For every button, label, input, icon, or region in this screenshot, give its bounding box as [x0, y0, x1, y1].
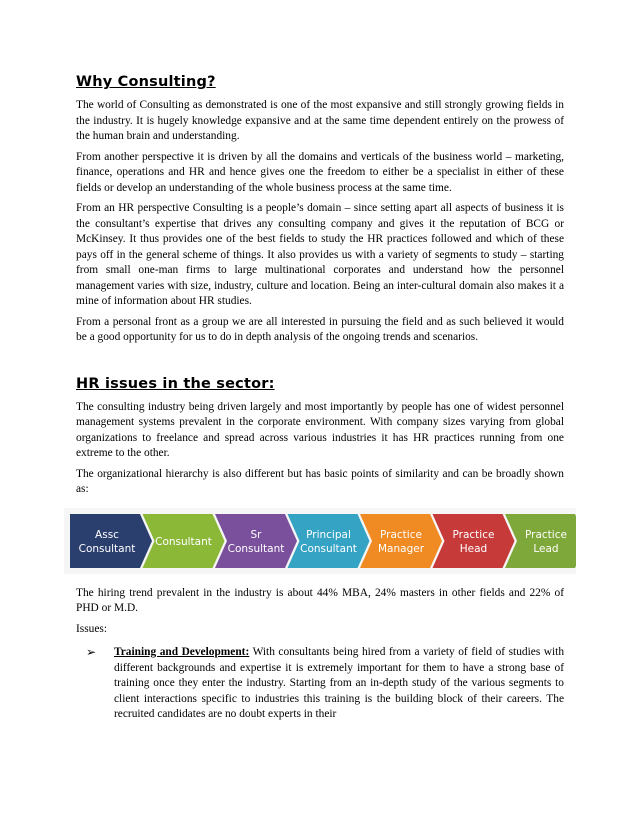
- chevron-label: Assc: [95, 528, 119, 541]
- chevron-label: Consultant: [155, 535, 212, 548]
- chevron-shape: [70, 514, 152, 568]
- paragraph: From a personal front as a group we are all interested in pursuing the field and as such believed it would be a good opportunity for us to do in depth analysis of the ongoing trends and scenarios.: [76, 315, 564, 343]
- paragraph: The hiring trend prevalent in the industry is about 44% MBA, 24% masters in other fields and 22% of PHD or M.D.: [76, 586, 564, 614]
- chevron-shape: [505, 514, 576, 568]
- hierarchy-step: [433, 514, 515, 568]
- hierarchy-step: [360, 514, 442, 568]
- issues-label: Issues:: [76, 622, 108, 635]
- hierarchy-step: [143, 514, 225, 568]
- section-heading-hr-issues: HR issues in the sector:: [76, 375, 275, 392]
- paragraph: The organizational hierarchy is also different but has basic points of similarity and can be broadly shown as:: [76, 467, 564, 495]
- chevron-label: Consultant: [300, 542, 357, 555]
- hierarchy-step: [505, 514, 576, 568]
- issues-list: [76, 645, 564, 723]
- hierarchy-diagram: [64, 508, 576, 574]
- hierarchy-chevrons: [64, 508, 576, 574]
- section-heading-why-consulting: Why Consulting?: [76, 74, 216, 90]
- chevron-shape: [288, 514, 370, 568]
- chevron-label: Consultant: [78, 542, 136, 555]
- chevron-label: Practice: [525, 528, 567, 541]
- chevron-shape: [360, 514, 442, 568]
- chevron-label: Principal: [306, 528, 351, 541]
- chevron-label: Practice: [380, 528, 422, 541]
- hierarchy-step: [288, 514, 370, 568]
- paragraph: The world of Consulting as demonstrated is one of the most expansive and still strongly growing fields in the industry. It is hugely knowledge expansive and at the same time dependent entirely on the prowess of the human brain and understanding.: [76, 99, 564, 142]
- paragraph: The consulting industry being driven largely and most importantly by people has one of widest personnel management systems prevalent in the corporate environment. With company sizes varying from global organizations to freelance and spread across various industries it has HR practices running from one extreme to the other.: [76, 400, 564, 459]
- document-page: [76, 72, 567, 723]
- chevron-label: Lead: [533, 542, 559, 555]
- chevron-label: Manager: [377, 542, 425, 555]
- paragraph: From another perspective it is driven by all the domains and verticals of the business world – marketing, finance, operations and HR and hence gives one the freedom to either be a specialist in either of these fields or develop an understanding of the whole business process at the same time.: [76, 150, 564, 194]
- paragraph: From an HR perspective Consulting is a people’s domain – since setting apart all aspects of business it is the consultant’s expertise that drives any consulting company and gives it the reputation of BCG or McKinsey. It thus provides one of the best fields to study the HR practices followed and which of these pays off in the general scheme of things. It also provides us with a variety of segments to study – starting from small one-man firms to large multinational corporates and understand how the personnel management varies with size, industry, culture and location. Being an inter-cultural domain also makes it a mine of information about HR studies.: [76, 202, 564, 307]
- chevron-shape: [215, 514, 297, 568]
- bullet-title: Training and Development:: [114, 646, 250, 658]
- chevron-label: Sr: [250, 528, 262, 541]
- chevron-shape: [433, 514, 515, 568]
- hierarchy-step: [70, 514, 152, 568]
- chevron-label: Consultant: [227, 542, 285, 555]
- hierarchy-step: [215, 514, 297, 568]
- list-item: [76, 645, 564, 723]
- bullet-text: With consultants being hired from a variety of field of studies with different backgrounds and expertise it is extremely important for them to have a strong base of training once they enter the industry. Starting from an in-depth study of the various segments to client interactions specific to industries this training is the building block of their careers. The recruited candidates are no doubt experts in their: [114, 646, 565, 720]
- chevron-label: Practice: [452, 528, 495, 541]
- chevron-label: Head: [459, 542, 488, 555]
- arrow-bullet-icon: ➢: [86, 645, 97, 659]
